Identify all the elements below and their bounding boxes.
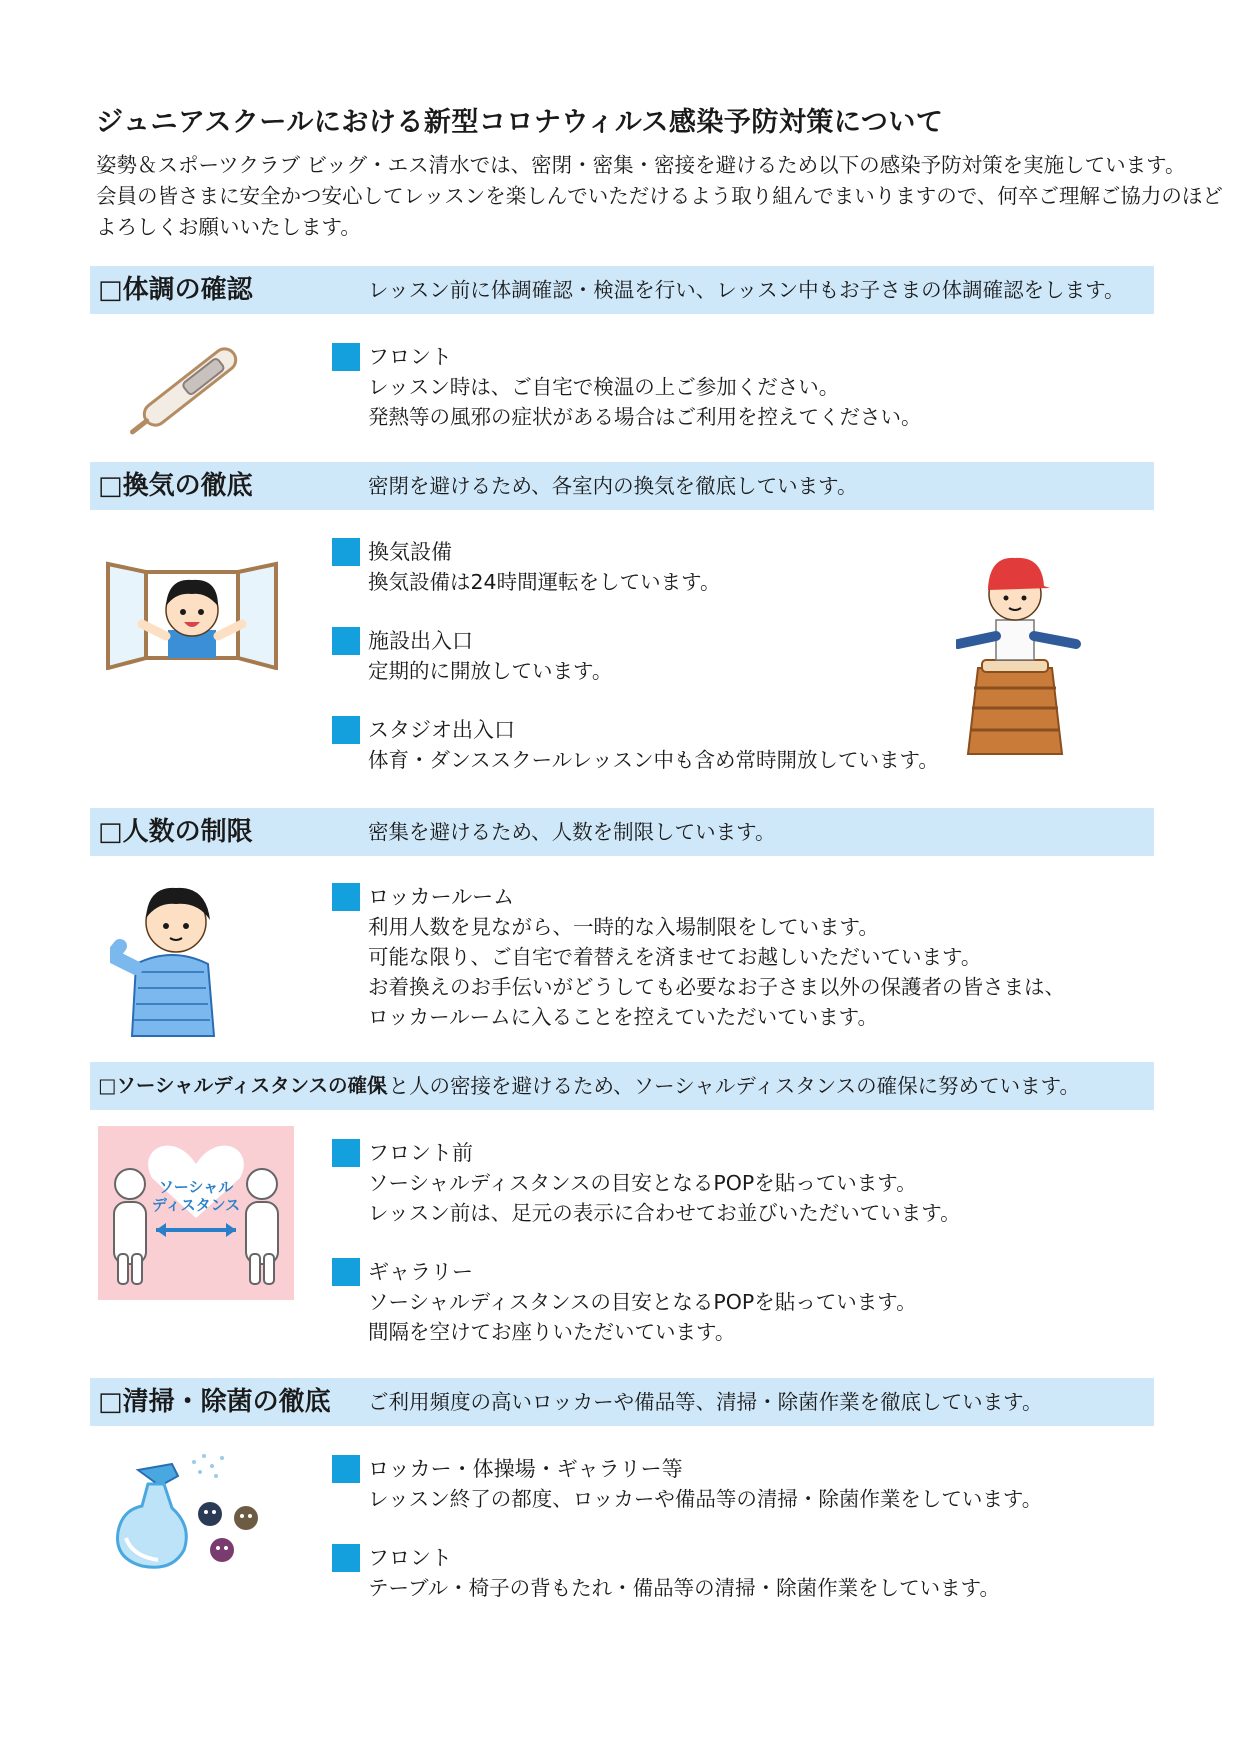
section-description: 人と人の密接を避けるため、ソーシャルディスタンスの確保に努めています。 [368, 1074, 1080, 1098]
item-studio-entrance [332, 715, 939, 775]
section-description: 密閉を避けるため、各室内の換気を徹底しています。 [368, 474, 858, 498]
intro-line: よろしくお願いいたします。 [96, 215, 361, 239]
item-line: 間隔を空けてお座りいただいています。 [368, 1320, 736, 1344]
section-description: 密集を避けるため、人数を制限しています。 [368, 820, 776, 844]
item-line: 換気設備は24時間運転をしています。 [368, 570, 721, 594]
item-title: ロッカー・体操場・ギャラリー等 [368, 1457, 683, 1481]
item-ventilation [332, 537, 720, 597]
square-bullet-icon [332, 883, 360, 911]
item-front [332, 342, 922, 432]
item-title: ギャラリー [368, 1260, 473, 1284]
item-line: テーブル・椅子の背もたれ・備品等の清掃・除菌作業をしています。 [368, 1576, 1001, 1600]
item-front-cleaning [332, 1543, 1000, 1603]
item-title: フロント前 [368, 1141, 473, 1165]
item-line: 利用人数を見ながら、一時的な入場制限をしています。 [368, 915, 879, 939]
section-band-health [90, 266, 1154, 314]
intro-line: 会員の皆さまに安全かつ安心してレッスンを楽しんでいただけるよう取り組んでまいりますので、何卒ご理解ご協力のほど [96, 184, 1223, 208]
section-heading: □体調の確認 [98, 275, 253, 305]
child-changing-clothes-icon [110, 876, 234, 1038]
item-line: 可能な限り、ご自宅で着替えを済ませてお越しいただいています。 [368, 945, 982, 969]
section-description: ご利用頻度の高いロッカーや備品等、清掃・除菌作業を徹底しています。 [368, 1390, 1043, 1414]
section-description: レッスン前に体調確認・検温を行い、レッスン中もお子さまの体調確認をします。 [368, 278, 1125, 302]
item-line: レッスン終了の都度、ロッカーや備品等の清掃・除菌作業をしています。 [368, 1487, 1043, 1511]
page-title: ジュニアスクールにおける新型コロナウィルス感染予防対策について [96, 107, 944, 138]
section-heading: □清掃・除菌の徹底 [98, 1387, 331, 1417]
square-bullet-icon [332, 627, 360, 655]
item-front-area [332, 1138, 961, 1228]
section-heading: □人数の制限 [98, 817, 253, 847]
pop-text-line: ディスタンス [151, 1196, 241, 1214]
vaulting-box-child-icon [956, 548, 1082, 760]
item-line: レッスン前は、足元の表示に合わせてお並びいただいています。 [368, 1201, 961, 1225]
square-bullet-icon [332, 1258, 360, 1286]
square-bullet-icon [332, 1139, 360, 1167]
item-entrance [332, 626, 612, 686]
section-band-social-distance [90, 1062, 1154, 1110]
item-line: ソーシャルディスタンスの目安となるPOPを貼っています。 [368, 1171, 917, 1195]
item-line: 定期的に開放しています。 [368, 659, 613, 683]
section-band-cleaning [90, 1378, 1154, 1426]
square-bullet-icon [332, 1455, 360, 1483]
section-heading: □ソーシャルディスタンスの確保 [98, 1074, 387, 1097]
item-title: フロント [368, 1546, 452, 1570]
social-distance-pop-illustration [98, 1126, 294, 1300]
item-title: フロント [368, 345, 452, 369]
item-line: お着換えのお手伝いがどうしても必要なお子さま以外の保護者の皆さまは、 [368, 975, 1065, 999]
square-bullet-icon [332, 343, 360, 371]
intro-line: 姿勢＆スポーツクラブ ビッグ・エス清水では、密閉・密集・密接を避けるため以下の感染予防対策を実施しています。 [96, 153, 1186, 177]
square-bullet-icon [332, 538, 360, 566]
item-title: 換気設備 [368, 540, 452, 564]
pop-text-line: ソーシャル [158, 1178, 234, 1196]
item-title: スタジオ出入口 [368, 718, 515, 742]
section-band-capacity [90, 808, 1154, 856]
item-line: 発熱等の風邪の症状がある場合はご利用を控えてください。 [368, 405, 922, 429]
item-line: レッスン時は、ご自宅で検温の上ご参加ください。 [368, 375, 840, 399]
section-heading: □換気の徹底 [98, 471, 253, 501]
item-line: ロッカールームに入ることを控えていただいています。 [368, 1005, 879, 1029]
thermometer-icon [125, 332, 255, 442]
item-title: 施設出入口 [368, 629, 473, 653]
item-line: 体育・ダンススクールレッスン中も含め常時開放しています。 [368, 748, 939, 772]
square-bullet-icon [332, 716, 360, 744]
square-bullet-icon [332, 1544, 360, 1572]
item-line: ソーシャルディスタンスの目安となるPOPを貼っています。 [368, 1290, 917, 1314]
intro-text [96, 150, 1223, 243]
section-band-ventilation [90, 462, 1154, 510]
item-locker-room [332, 882, 1065, 1032]
item-title: ロッカールーム [368, 885, 515, 909]
item-locker-gym-gallery [332, 1454, 1042, 1514]
disinfectant-spray-icon [112, 1446, 282, 1572]
item-gallery [332, 1257, 917, 1347]
open-window-child-icon [106, 560, 278, 670]
